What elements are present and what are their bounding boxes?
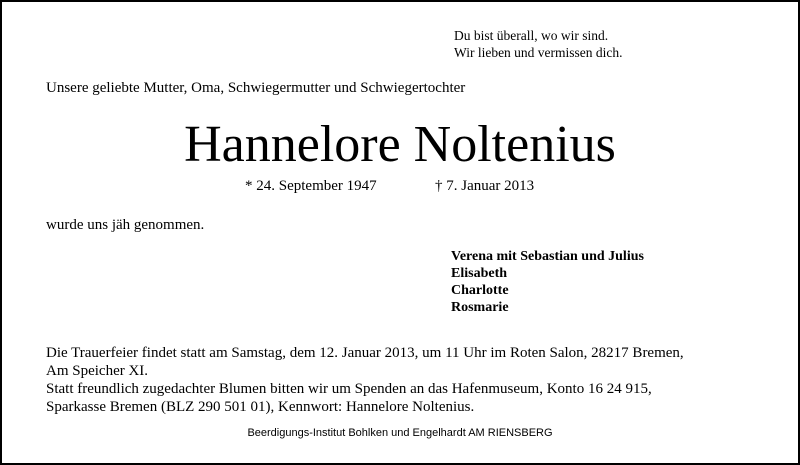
birth-date: * 24. September 1947 bbox=[245, 178, 377, 194]
funeral-home-footer: Beerdigungs-Institut Bohlken und Engelhardt AM RIENSBERG bbox=[247, 427, 553, 439]
donation-line-1: Statt freundlich zugedachter Blumen bitten wir um Spenden an das Hafenmuseum, Konto 16 24 915, bbox=[46, 381, 652, 397]
death-date: † 7. Januar 2013 bbox=[435, 178, 535, 194]
donation-info bbox=[46, 380, 766, 416]
mourner-name: Rosmarie bbox=[451, 300, 509, 315]
funeral-line-1: Die Trauerfeier findet statt am Samstag, dem 12. Januar 2013, um 11 Uhr im Roten Salon, 28217 Bremen, bbox=[46, 345, 684, 361]
motto-line-2: Wir lieben und vermissen dich. bbox=[454, 45, 623, 60]
motto-line-1: Du bist überall, wo wir sind. bbox=[454, 28, 609, 43]
funeral-line-2: Am Speicher XI. bbox=[46, 363, 149, 379]
mourner-name: Verena mit Sebastian und Julius bbox=[451, 249, 644, 264]
funeral-info bbox=[46, 344, 766, 380]
mourners-list bbox=[451, 248, 644, 316]
mourner-name: Elisabeth bbox=[451, 266, 508, 281]
deceased-name: Hannelore Noltenius bbox=[184, 116, 616, 173]
motto-quote bbox=[454, 27, 623, 61]
taken-text: wurde uns jäh genommen. bbox=[46, 217, 205, 233]
intro-text: Unsere geliebte Mutter, Oma, Schwiegermutter und Schwiegertochter bbox=[46, 80, 466, 96]
mourner-name: Charlotte bbox=[451, 283, 509, 298]
donation-line-2: Sparkasse Bremen (BLZ 290 501 01), Kennwort: Hannelore Noltenius. bbox=[46, 399, 475, 415]
